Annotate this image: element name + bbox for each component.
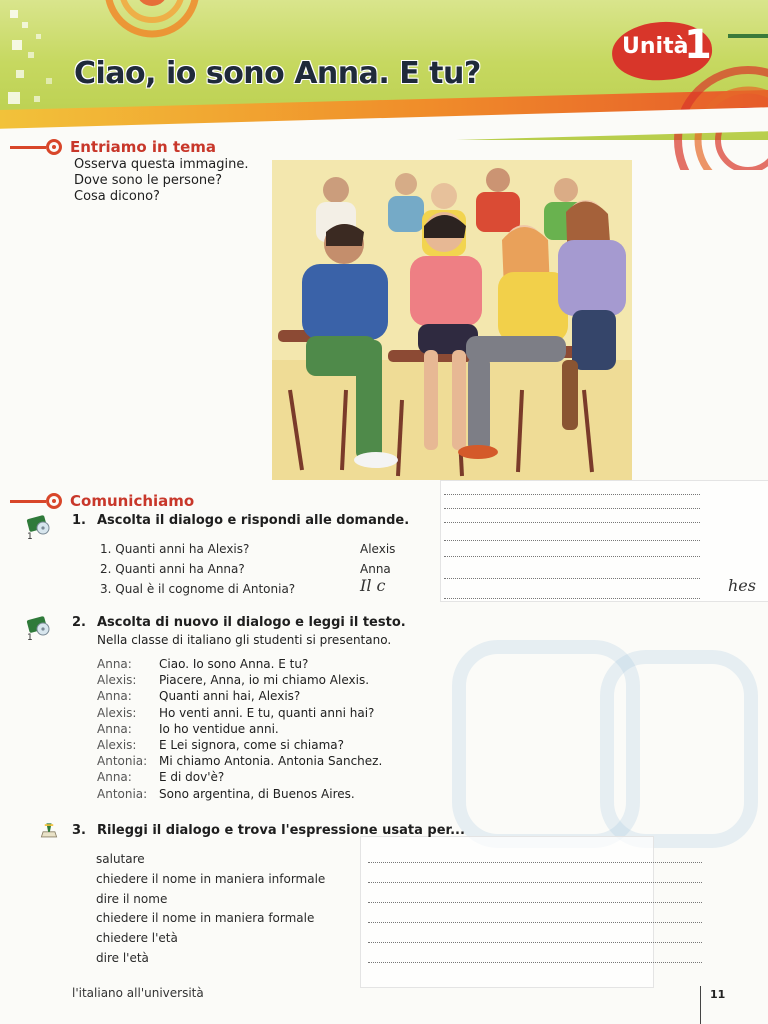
line-text: Piacere, Anna, io mi chiamo Alexis.	[159, 673, 370, 688]
line-text: Io ho ventidue anni.	[159, 721, 279, 736]
line-text: E di dov'è?	[159, 770, 225, 785]
dialogue-line	[97, 769, 382, 785]
line-text: Mi chiamo Antonia. Antonia Sanchez.	[159, 754, 383, 769]
answer-line[interactable]	[368, 942, 702, 943]
expression-item: chiedere il nome in maniera informale	[96, 871, 326, 886]
answer-line[interactable]	[368, 922, 702, 923]
exercise-number: 1.	[72, 513, 86, 528]
answer-prompt: Anna	[360, 562, 391, 576]
exercise-number: 2.	[72, 615, 86, 630]
show-through-panel	[360, 836, 654, 988]
speaker: Anna:	[97, 657, 132, 671]
dialogue-line	[97, 705, 382, 721]
line-text: Ciao. Io sono Anna. E tu?	[159, 657, 309, 671]
answer-line[interactable]	[368, 902, 702, 903]
speaker: Anna:	[97, 721, 132, 736]
classroom-illustration	[272, 160, 632, 480]
section-title: Entriamo in tema	[70, 138, 217, 156]
dialogue-line	[97, 786, 382, 802]
question-item: 3. Qual è il cognome di Antonia?	[100, 582, 296, 596]
page-number-divider	[700, 986, 701, 1024]
show-through-shape	[600, 650, 758, 848]
dialogue-line	[97, 656, 382, 672]
dialogue-line	[97, 721, 382, 737]
speaker: Anna:	[97, 770, 132, 785]
speaker: Antonia:	[97, 754, 148, 769]
orange-circle-decoration	[92, 0, 212, 40]
answer-line[interactable]	[368, 882, 702, 883]
section-heading-comunichiamo	[10, 492, 194, 510]
dialogue-line	[97, 753, 382, 769]
show-through-panel	[440, 480, 768, 602]
dialogue-line	[97, 688, 382, 704]
speaker: Alexis:	[97, 673, 137, 688]
exercise-number: 3.	[72, 823, 86, 838]
reading-icon	[36, 820, 62, 842]
people-sitting-image	[272, 160, 632, 480]
line-text: Sono argentina, di Buenos Aires.	[159, 786, 355, 801]
section-title: Comunichiamo	[70, 492, 195, 510]
handwritten-answer-end: hes	[728, 576, 756, 595]
book-title-footer: l'italiano all'università	[72, 986, 204, 1000]
speaker: Alexis:	[97, 705, 137, 720]
answer-line[interactable]	[444, 522, 700, 523]
heading-line	[10, 146, 46, 149]
section-heading-entriamo	[10, 138, 216, 156]
answer-line[interactable]	[444, 494, 700, 495]
dialogue-line	[97, 737, 382, 753]
audio-track-number: 1	[27, 633, 33, 643]
question-item: 2. Quanti anni ha Anna?	[100, 562, 245, 576]
expression-item: chiedere l'età	[96, 931, 178, 946]
pixel-decoration	[6, 0, 76, 120]
expression-item: dire l'età	[96, 950, 149, 965]
speaker: Alexis:	[97, 738, 137, 753]
intro-line: Cosa dicono?	[74, 189, 160, 204]
answer-line[interactable]	[368, 962, 702, 963]
line-text: Quanti anni hai, Alexis?	[159, 689, 301, 704]
answer-line[interactable]	[444, 508, 700, 509]
answer-line[interactable]	[444, 556, 700, 557]
answer-line[interactable]	[444, 578, 700, 579]
dialogue	[97, 656, 382, 802]
heading-line	[10, 500, 46, 503]
unit-dash	[728, 34, 768, 38]
line-text: Ho venti anni. E tu, quanti anni hai?	[159, 705, 375, 720]
exercise-title: Rileggi il dialogo e trova l'espressione usata per...	[97, 823, 465, 838]
question-item: 1. Quanti anni ha Alexis?	[100, 542, 250, 556]
target-icon	[46, 139, 62, 155]
answer-line[interactable]	[444, 598, 700, 599]
exercise-title: Ascolta di nuovo il dialogo e leggi il testo.	[97, 615, 406, 630]
expression-item: chiedere il nome in maniera formale	[96, 911, 315, 926]
speaker: Anna:	[97, 689, 132, 704]
expression-list	[96, 850, 325, 969]
exercise-subtitle: Nella classe di italiano gli studenti si presentano.	[97, 633, 392, 647]
expression-item: dire il nome	[96, 891, 168, 906]
answer-line[interactable]	[444, 540, 700, 541]
intro-line: Dove sono le persone?	[74, 173, 223, 188]
answer-prompt: Alexis	[360, 542, 396, 556]
line-text: E Lei signora, come si chiama?	[159, 738, 344, 753]
exercise-title: Ascolta il dialogo e rispondi alle domande.	[97, 513, 410, 528]
unit-label: Unità	[622, 34, 689, 59]
page-title: Ciao, io sono Anna. E tu?	[74, 56, 481, 91]
expression-item: salutare	[96, 852, 145, 866]
answer-line[interactable]	[368, 862, 702, 863]
page-number: 11	[710, 988, 726, 1001]
speaker: Antonia:	[97, 786, 148, 801]
target-icon	[46, 493, 62, 509]
dialogue-line	[97, 672, 382, 688]
intro-text	[74, 157, 249, 205]
audio-track-number: 1	[27, 532, 33, 542]
handwritten-answer: Il c	[360, 576, 386, 595]
intro-line: Osserva questa immagine.	[74, 157, 249, 172]
unit-number: 1	[684, 22, 712, 68]
